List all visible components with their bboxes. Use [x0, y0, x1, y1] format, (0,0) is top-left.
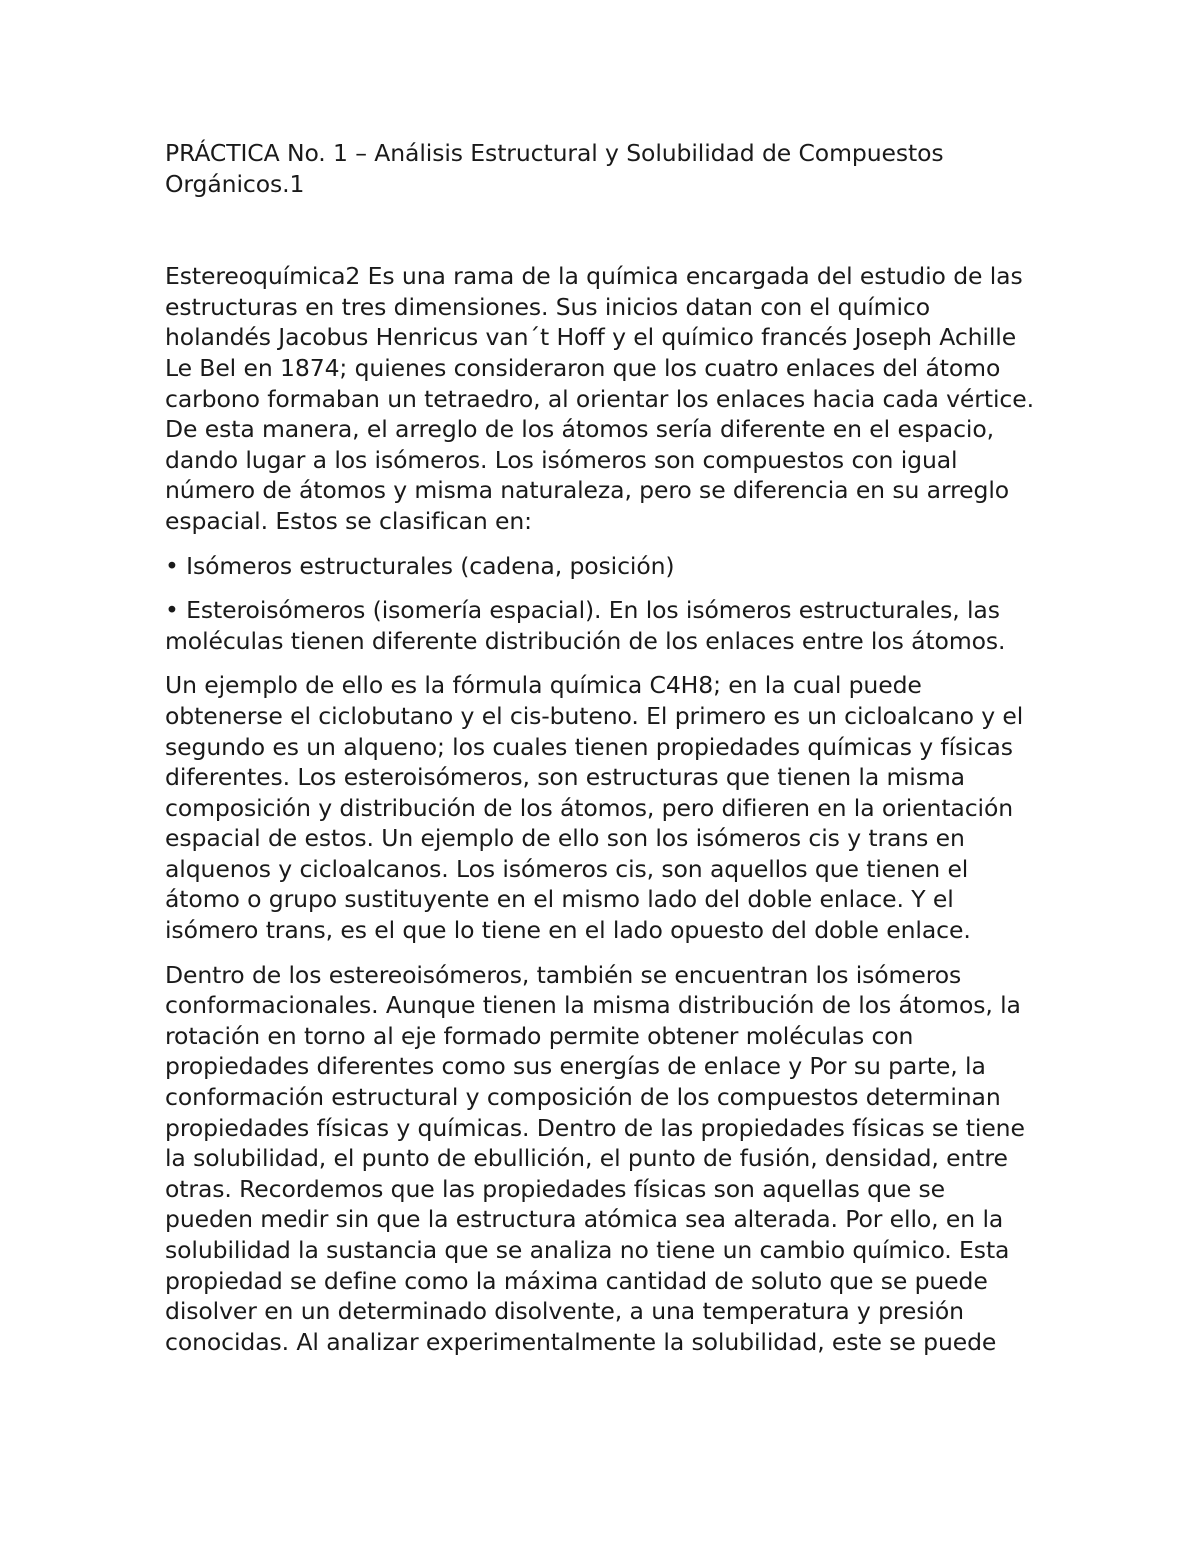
paragraph-conformational: Dentro de los estereoisómeros, también se encuentran los isómeros conformacionales. Aunque tienen la misma distribución de los átomos, la rotación en torno al eje formado permite obtener moléculas con propiedades diferentes como sus energías de enlace y Por su parte, la conformación estructural y composición de los compuestos determinan propiedades físicas y químicas. Dentro de las propiedades físicas se tiene la solubilidad, el punto de ebullición, el punto de fusión, densidad, entre otras. Recordemos que las propiedades físicas son aquellas que se pueden medir sin que la estructura atómica sea alterada. Por ello, en la solubilidad la sustancia que se analiza no tiene un cambio químico. Esta propiedad se define como la máxima cantidad de soluto que se puede disolver en un determinado disolvente, a una temperatura y presión conocidas. Al analizar experimentalmente la solubilidad, este se puede — [165, 960, 1025, 1356]
document-body — [165, 138, 1040, 1371]
bullet-icon: • — [165, 551, 179, 580]
paragraph-stereochemistry: Estereoquímica2 Es una rama de la química encargada del estudio de las estructuras en tres dimensiones. Sus inicios datan con el químico holandés Jacobus Henricus van´t Hoff y el químico francés Joseph Achille Le Bel en 1874; quienes consideraron que los cuatro enlaces del átomo carbono formaban un tetraedro, al orientar los enlaces hacia cada vértice. De esta manera, el arreglo de los átomos sería diferente en el espacio, dando lugar a los isómeros. Los isómeros son compuestos con igual número de átomos y misma naturaleza, pero se diferencia en su arreglo espacial. Estos se clasifican en: — [165, 262, 1034, 535]
title-spacer — [165, 199, 1040, 261]
bullet-icon: • — [165, 596, 179, 625]
bullet-item-structural — [165, 551, 1040, 582]
bullet-item-stereoisomers — [165, 595, 1040, 656]
bullet-text: Esteroisómeros (isomería espacial). En los isómeros estructurales, las moléculas tienen diferente distribución de los enlaces entre los átomos. — [165, 596, 1006, 655]
document-title: PRÁCTICA No. 1 – Análisis Estructural y Solubilidad de Compuestos Orgánicos.1 — [165, 139, 944, 198]
paragraph-c4h8-example: Un ejemplo de ello es la fórmula química C4H8; en la cual puede obtenerse el ciclobutano y el cis-buteno. El primero es un cicloalcano y el segundo es un alqueno; los cuales tienen propiedades químicas y físicas diferentes. Los esteroisómeros, son estructuras que tienen la misma composición y distribución de los átomos, pero difieren en la orientación espacial de estos. Un ejemplo de ello son los isómeros cis y trans en alquenos y cicloalcanos. Los isómeros cis, son aquellos que tienen el átomo o grupo sustituyente en el mismo lado del doble enlace. Y el isómero trans, es el que lo tiene en el lado opuesto del doble enlace. — [165, 671, 1024, 945]
bullet-text: Isómeros estructurales (cadena, posición) — [186, 551, 675, 580]
